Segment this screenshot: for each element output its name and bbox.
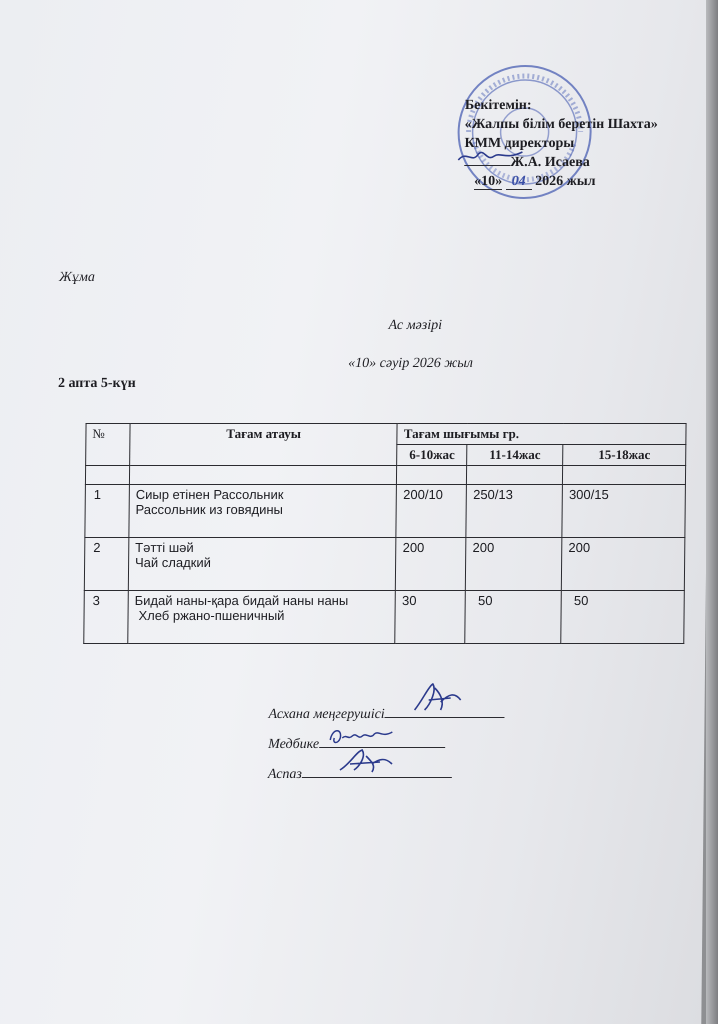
approval-line-2: «Жалпы білім беретін Шахта» [464,117,658,132]
head-signature [411,680,465,716]
approval-line-1: Бекітемін: [464,98,532,113]
portion-11-14: 50 [465,591,561,644]
dish-name-ru: Чай сладкий [134,555,212,570]
nurse-signature [326,724,396,748]
approval-date-month: 04 [506,174,532,190]
cook-signature [336,746,396,776]
dish-name [128,538,396,591]
approval-line-5 [464,172,657,191]
portion-15-18: 50 [561,591,684,644]
dish-name [128,591,396,644]
approval-block [464,96,658,191]
dish-name-kz: Тәтті шәй [135,540,194,555]
row-no: 2 [84,538,128,591]
approval-date-day: «10» [474,174,503,189]
dish-name-ru: Рассольник из говядины [135,502,284,517]
col-header-name: Тағам атауы [130,424,398,466]
dish-name [129,485,397,538]
paper-edge-shadow [706,0,718,1024]
col-header-output: Тағам шығымы гр. [397,424,686,445]
portion-6-10: 200 [396,538,466,591]
approval-line-3: КММ директоры [464,136,575,151]
dish-name-ru: Хлеб ржано-пшеничный [138,608,285,623]
portion-6-10: 200/10 [396,485,466,538]
spacer-row [85,466,685,485]
table-row [85,485,686,538]
dish-name-kz: Бидай наны-қара бидай наны наны [134,593,349,608]
table-row [84,538,685,591]
col-header-no: № [86,424,130,466]
row-no: 1 [85,485,129,538]
director-signature [456,146,526,168]
portion-15-18: 200 [561,538,684,591]
approval-date-year: 2026 жыл [535,174,596,189]
menu-table [83,423,686,644]
sign-label-head: Асхана меңгерушісі [268,707,385,722]
table-row [84,591,685,644]
age-group-1: 6-10жас [397,445,467,466]
menu-title: Ас мәзірі [388,318,443,333]
portion-11-14: 200 [466,538,562,591]
sign-label-cook: Аспаз [267,767,302,782]
portion-11-14: 250/13 [466,485,562,538]
table-header-row [86,424,686,445]
sign-label-nurse: Медбике [268,737,320,752]
row-no: 3 [84,591,128,644]
age-group-3: 15-18жас [563,445,686,466]
age-group-2: 11-14жас [467,445,563,466]
portion-15-18: 300/15 [562,485,685,538]
director-name: Ж.А. Исаева [510,155,590,170]
day-name: Жұма [59,270,95,285]
week-day: 2 апта 5-күн [57,376,136,391]
dish-name-kz: Сиыр етінен Рассольник [135,487,284,502]
menu-date: «10» сәуір 2026 жыл [348,356,473,371]
portion-6-10: 30 [395,591,465,644]
